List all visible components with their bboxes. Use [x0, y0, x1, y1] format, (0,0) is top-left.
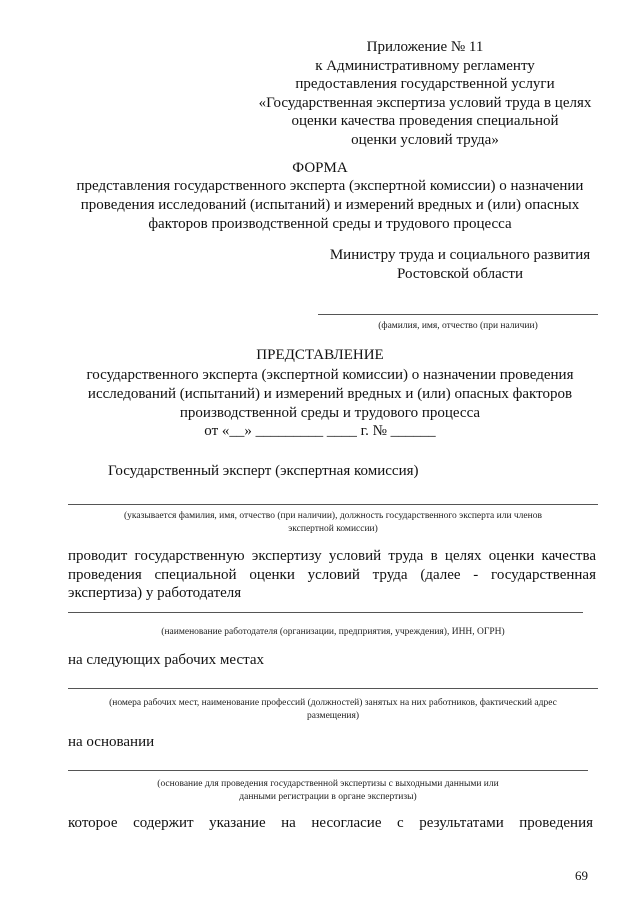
conducts-paragraph	[68, 547, 596, 603]
basis-line[interactable]	[68, 770, 588, 771]
recipient	[300, 246, 620, 284]
appendix-line: Приложение № 11	[366, 39, 484, 55]
appendix-header	[250, 38, 600, 149]
contains-line: которое содержит указание на несогласие с результатами проведения	[68, 815, 593, 831]
representation-subtitle-line: производственной среды и трудового процесса	[179, 405, 481, 421]
appendix-line: оценки условий труда»	[351, 131, 499, 148]
page-number: 69	[575, 868, 588, 883]
appendix-line: оценки качества проведения специальной	[291, 113, 559, 129]
representation-subtitle	[60, 366, 600, 423]
expert-name-line[interactable]	[68, 504, 598, 505]
form-title: ФОРМА	[292, 160, 348, 176]
date-number-line[interactable]: от «__» _________ ____ г. № ______	[204, 423, 436, 439]
conducts-line: проведения специальной оценки условий труда (далее - государственная	[68, 566, 596, 583]
form-subtitle-line: представления государственного эксперта (экспертной комиссии) о назначении	[76, 178, 584, 194]
employer-caption: (наименование работодателя (организации, предприятия, учреждения), ИНН, ОГРН)	[161, 627, 505, 637]
basis-caption-line: (основание для проведения государственной экспертизы с выходными данными или	[157, 779, 499, 789]
basis-caption	[68, 778, 588, 804]
employer-line[interactable]	[68, 612, 583, 613]
representation-subtitle-line: исследований (испытаний) и измерений вредных и (или) опасных факторов	[87, 386, 573, 402]
appendix-line: «Государственная экспертиза условий труда в целях	[258, 94, 592, 111]
basis-label: на основании	[68, 734, 155, 750]
expert-caption	[68, 510, 598, 536]
workplaces-caption-line: (номера рабочих мест, наименование профессий (должностей) занятых на них работников, фактический адрес	[109, 698, 557, 708]
recipient-caption: (фамилия, имя, отчество (при наличии)	[378, 321, 538, 331]
representation-subtitle-line: государственного эксперта (экспертной комиссии) о назначении проведения	[86, 367, 574, 383]
form-subtitle-line: проведения исследований (испытаний) и измерений вредных и (или) опасных	[80, 197, 580, 213]
appendix-line: предоставления государственной услуги	[295, 76, 555, 92]
workplaces-caption-line: размещения)	[306, 711, 360, 721]
conducts-line: экспертиза) у работодателя	[68, 585, 242, 601]
expert-label: Государственный эксперт (экспертная комиссия)	[108, 463, 419, 479]
form-subtitle-line: факторов производственной среды и трудового процесса	[148, 216, 512, 232]
recipient-line: Ростовской области	[397, 266, 523, 282]
recipient-line: Министру труда и социального развития	[329, 247, 591, 263]
workplaces-label: на следующих рабочих местах	[68, 652, 265, 668]
recipient-name-line[interactable]	[318, 314, 598, 315]
representation-title: ПРЕДСТАВЛЕНИЕ	[256, 347, 384, 363]
form-subtitle	[60, 177, 600, 234]
appendix-line: к Административному регламенту	[315, 57, 535, 74]
workplaces-line[interactable]	[68, 688, 598, 689]
basis-caption-line: данными регистрации в органе экспертизы)	[239, 792, 417, 802]
expert-caption-line: (указывается фамилия, имя, отчество (при наличии), должность государственного эксперта или членов	[124, 511, 542, 521]
workplaces-caption	[68, 697, 598, 723]
conducts-line: проводит государственную экспертизу условий труда в целях оценки качества	[68, 548, 596, 564]
expert-caption-line: экспертной комиссии)	[288, 524, 378, 534]
